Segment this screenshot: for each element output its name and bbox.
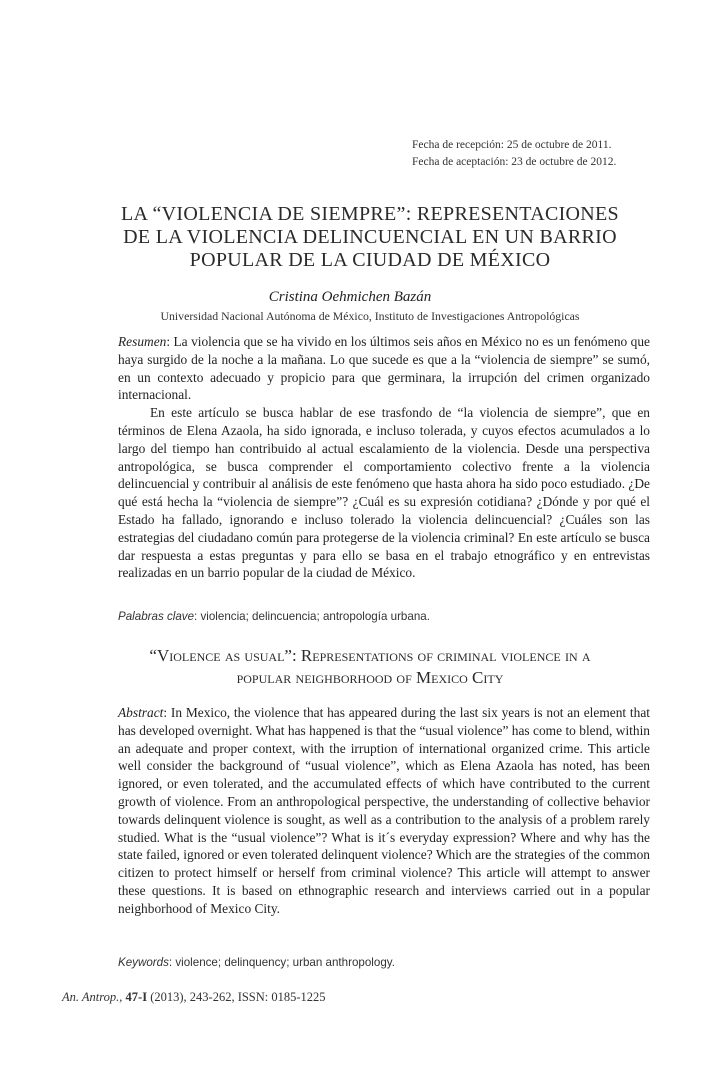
journal-name: An. Antrop., [62,990,123,1004]
abstract-en-text: : In Mexico, the violence that has appeared during the last six years is not an element that has developed overnight. What has happened is that the “usual violence” has come to blend, within an adequate and proper context, with the irruption of international organized crime. This article well consider the background of “usual violence”, which as Elena Azaola has noted, has been ignored, or even tolerated, and the accumulated effects of which have contributed to the current growth of violence. From an anthropological perspective, the understanding of collective behavior towards delinquent violence is sought, as well as a contribution to the analysis of a problem rarely studied. What is the “usual violence”? What is it´s everyday expression? Where and why has the state failed, ignored or even tolerated delinquent violence? Which are the strategies of the common citizen to protect himself or herself from criminal violence? This article will attempt to answer these questions. It is based on ethnographic research and interviews carried out in a popular neighborhood of Mexico City. [118,705,650,916]
keywords-spanish [118,610,430,623]
title-spanish [90,203,650,272]
abstract-en-paragraph [118,704,650,918]
keywords-en-text: : violence; delinquency; urban anthropology. [168,956,395,969]
title-es-line-1: LA “VIOLENCIA DE SIEMPRE”: REPRESENTACIONES [121,203,619,225]
abstract-english [118,704,650,918]
abstract-es-paragraph-1 [118,333,650,404]
title-en-line-2: popular neighborhood of Mexico City [236,668,504,687]
author-affiliation: Universidad Nacional Autónoma de México, Instituto de Investigaciones Antropológicas [160,309,580,323]
abstract-spanish [118,333,650,582]
title-english [60,645,680,689]
journal-citation [62,990,326,1005]
journal-volume: 47-I [125,990,148,1004]
received-date: Fecha de recepción: 25 de octubre de 2011. [412,139,612,151]
keywords-es-text: : violencia; delincuencia; antropología urbana. [194,610,430,623]
keywords-english [118,956,395,969]
submission-dates [412,137,616,171]
abstract-es-text-1: : La violencia que se ha vivido en los últimos seis años en México no es un fenómeno que haya surgido de la noche a la mañana. Lo que sucede es que a la “violencia de siempre” se sumó, en un contexto adecuado y propicio para que germinara, la irrupción del crimen organizado internacional. [118,334,650,403]
title-es-line-3: POPULAR DE LA CIUDAD DE MÉXICO [189,249,551,271]
journal-issue-info: (2013), 243-262, ISSN: 0185-1225 [147,990,326,1004]
accepted-date: Fecha de aceptación: 23 de octubre de 2012. [412,156,617,168]
abstract-en-label: Abstract [118,705,164,720]
title-en-line-1: “Violence as usual”: Representations of criminal violence in a [149,646,591,665]
author-name: Cristina Oehmichen Bazán [268,289,432,305]
abstract-es-label: Resumen [118,334,167,349]
keywords-en-label: Keywords [118,956,169,969]
title-es-line-2: DE LA VIOLENCIA DELINCUENCIAL EN UN BARRIO [123,226,617,248]
abstract-es-paragraph-2: En este artículo se busca hablar de ese trasfondo de “la violencia de siempre”, que en términos de Elena Azaola, ha sido ignorada, e incluso tolerada, y cuyos efectos acumulados a lo largo del tiempo han contribuido al actual escalamiento de la violencia. Desde una perspectiva antropológica, se busca comprender el comportamiento colectivo frente a la violencia delincuencial y contribuir al análisis de este fenómeno que hasta ahora ha sido poco estudiado. ¿De qué está hecha la “violencia de siempre”? ¿Cuál es su expresión cotidiana? ¿Dónde y por qué el Estado ha fallado, ignorando e incluso tolerado la violencia delincuencial? ¿Cuáles son las estrategias del ciudadano común para protegerse de la violencia criminal? En este artículo se busca dar respuesta a estas preguntas y para ello se basa en el trabajo etnográfico y en entrevistas realizadas en un barrio popular de la ciudad de México. [118,405,650,581]
keywords-es-label: Palabras clave [118,610,195,623]
